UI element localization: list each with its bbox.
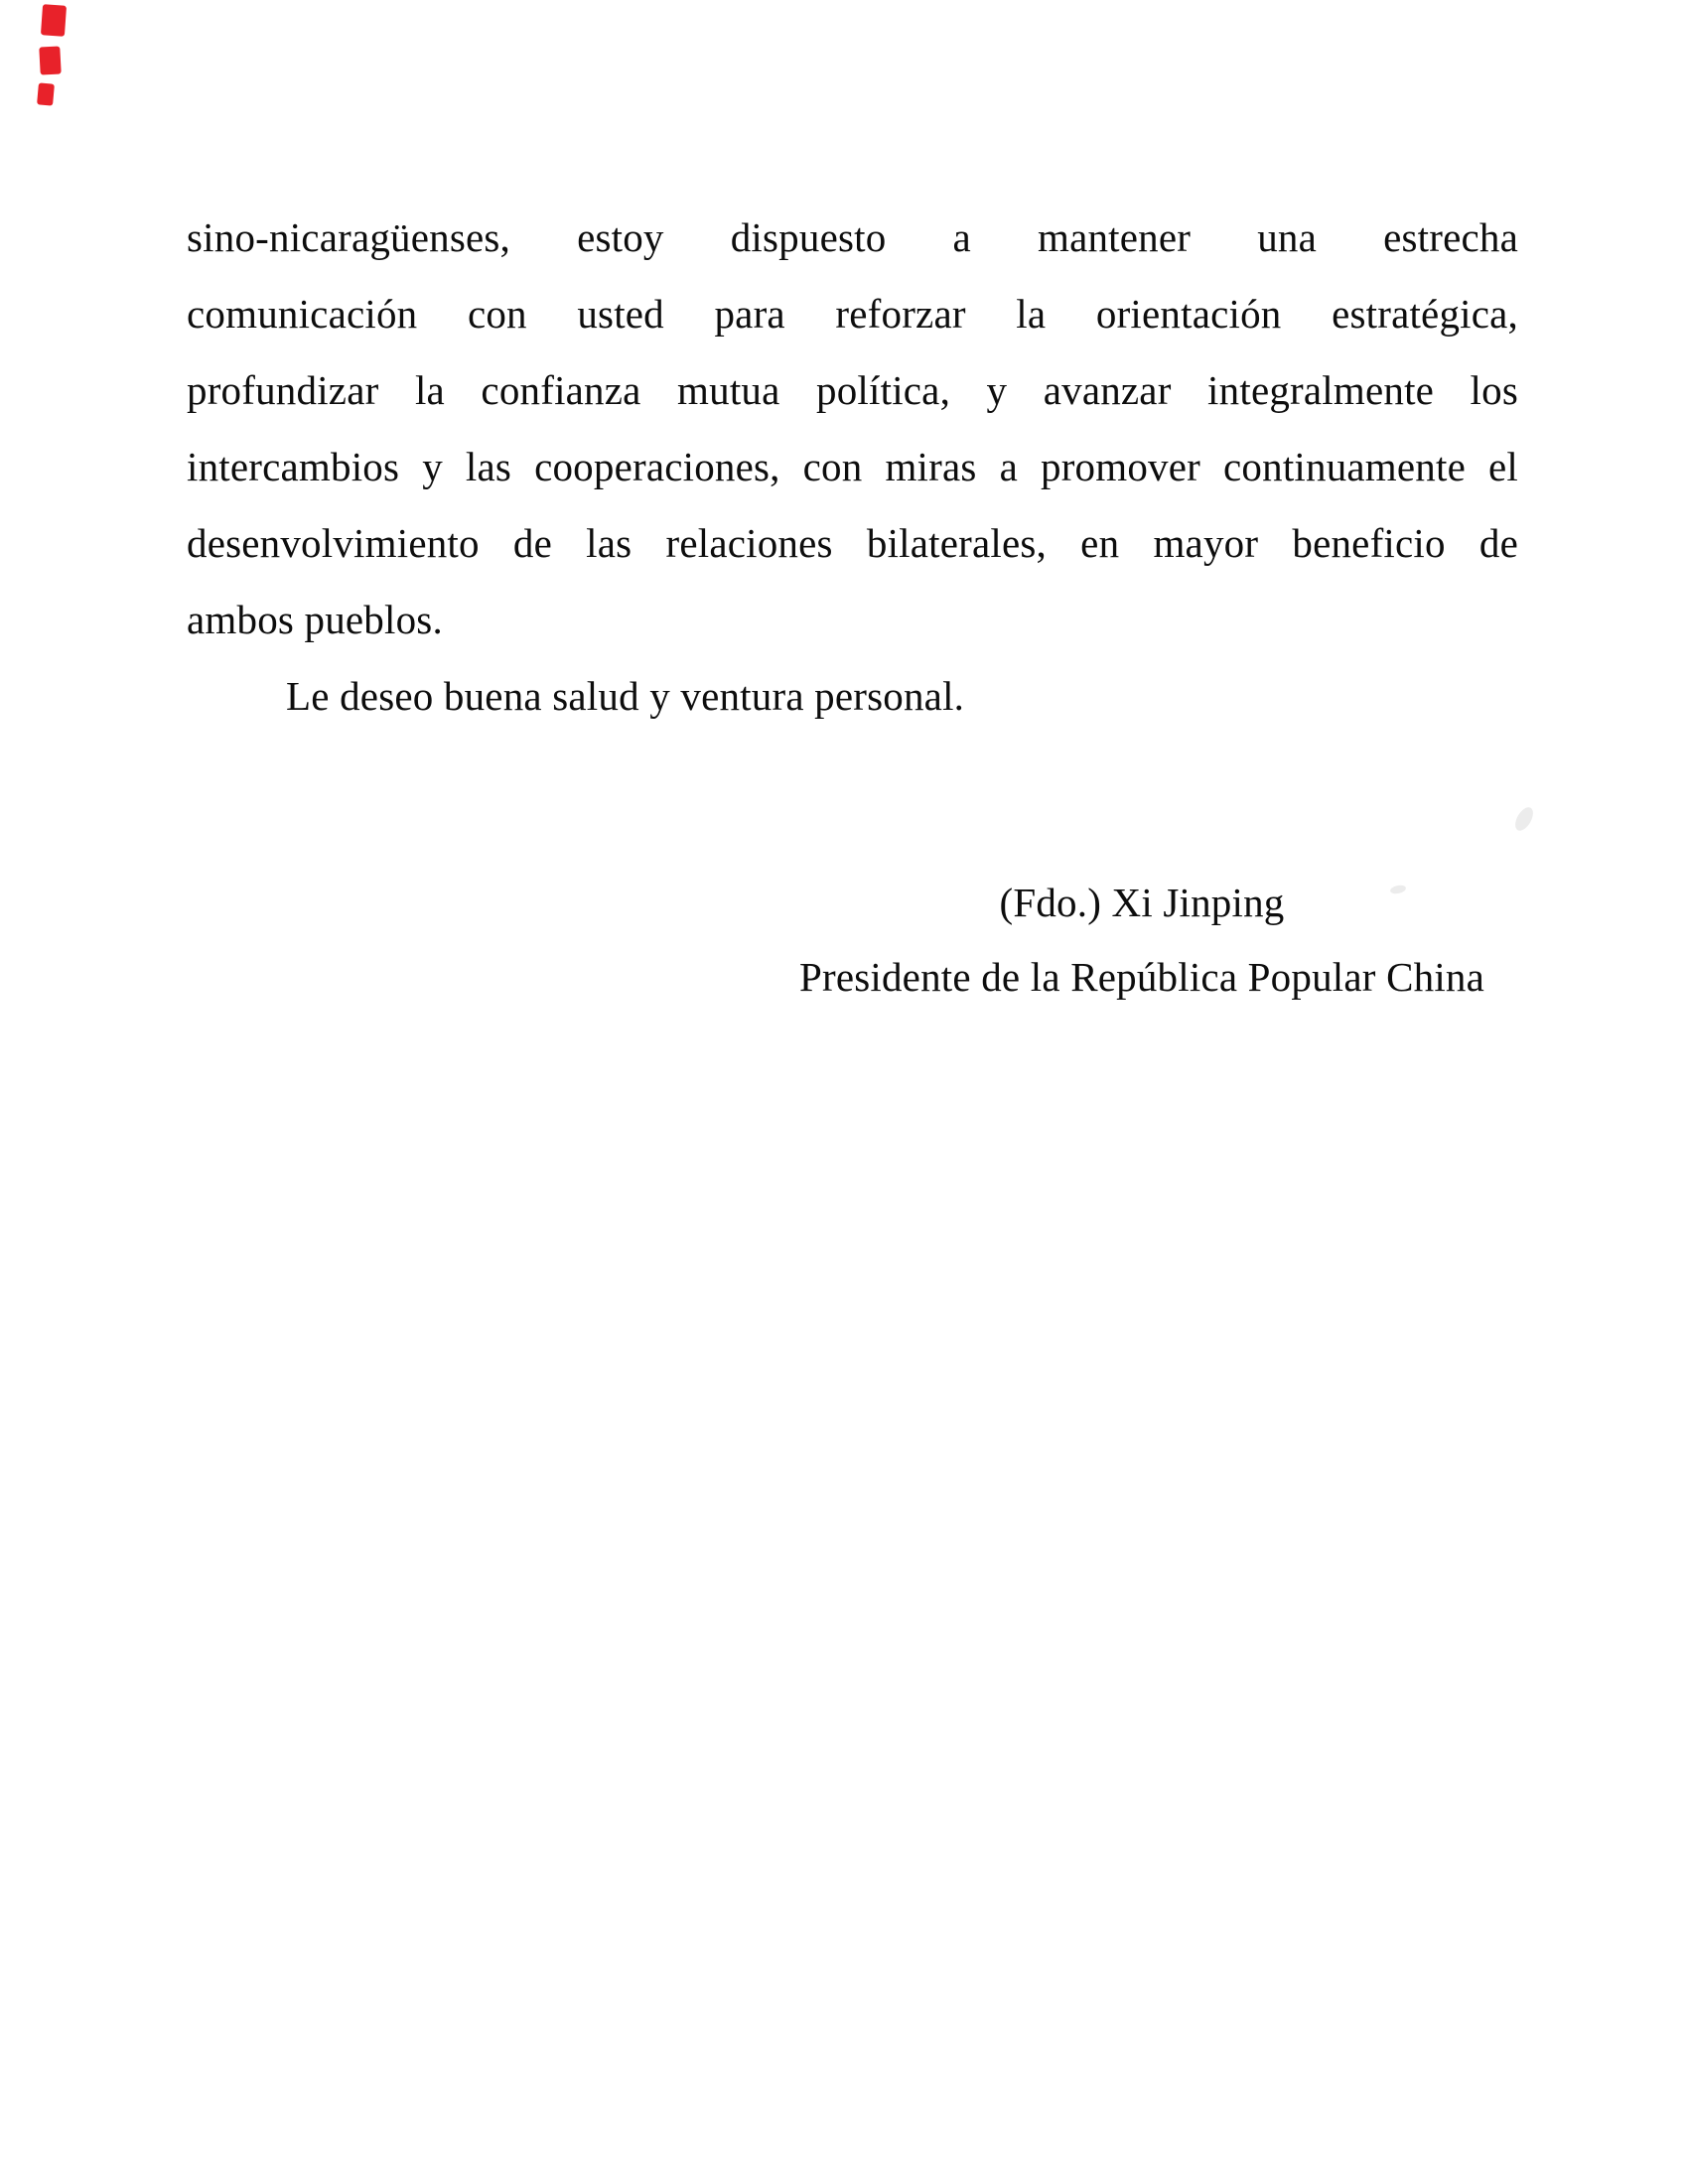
body-line: ambos pueblos. (187, 597, 443, 642)
scan-artifact-mark (41, 4, 67, 37)
closing-line: Le deseo buena salud y ventura personal. (286, 673, 965, 719)
signature-title: Presidente de la República Popular China (798, 954, 1485, 1000)
body-line: desenvolvimiento de las relaciones bilaterales, en mayor beneficio de (187, 520, 1518, 566)
body-line: profundizar la confianza mutua política, y avanzar integralmente los (187, 367, 1518, 413)
scan-noise (1511, 804, 1536, 834)
scan-artifact-mark (39, 46, 61, 74)
scan-artifact-mark (37, 82, 55, 105)
body-line: sino-nicaragüenses, estoy dispuesto a mantener una estrecha (187, 214, 1518, 260)
body-line: comunicación con usted para reforzar la orientación estratégica, (187, 291, 1518, 337)
body-line: intercambios y las cooperaciones, con miras a promover continuamente el (187, 444, 1518, 489)
letter-body (187, 200, 1518, 735)
signature-name: (Fdo.) Xi Jinping (999, 880, 1285, 925)
